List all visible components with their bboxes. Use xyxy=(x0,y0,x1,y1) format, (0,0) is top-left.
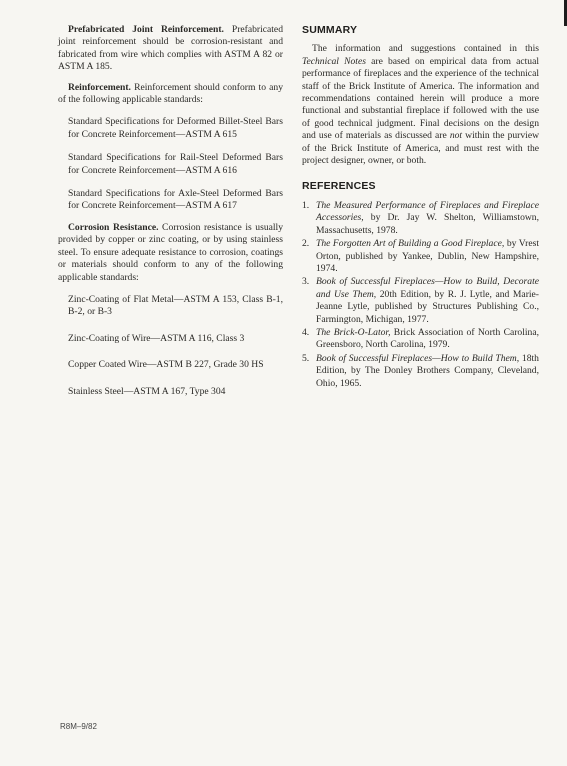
reference-details: 18th Edition, by The Donley Brothers Company, Cleveland, Ohio, 1965. xyxy=(316,352,539,389)
coating-item: Copper Coated Wire—ASTM B 227, Grade 30 HS xyxy=(68,359,264,371)
reference-item xyxy=(302,276,539,326)
reference-details: by Vrest Orton, published by Yankee, Dublin, New Hampshire, 1974. xyxy=(316,238,539,274)
prefab-joint-paragraph xyxy=(58,24,283,74)
standard-item: Standard Specifications for Deformed Billet-Steel Bars for Concrete Reinforcement—ASTM A 615 xyxy=(68,116,283,140)
summary-intro: The information and suggestions contained in this xyxy=(312,43,539,55)
summary-body-2: within the purview of the Brick Institute of America, and must rest with the project designer, owner, or both. xyxy=(302,130,540,167)
document-code-footer: R8M–9/82 xyxy=(60,722,97,731)
reference-number: 5. xyxy=(302,352,310,364)
reference-title: Book of Successful Fireplaces—How to Build, Decorate and Use Them, xyxy=(316,276,539,300)
reference-item xyxy=(302,238,539,275)
reference-number: 2. xyxy=(302,238,310,250)
summary-emphasis-not: not xyxy=(449,130,463,142)
corrosion-heading: Corrosion Resistance. xyxy=(68,221,159,233)
coating-item: Zinc-Coating of Flat Metal—ASTM A 153, Class B-1, B-2, or B-3 xyxy=(68,293,283,318)
right-column xyxy=(302,24,539,391)
reference-details: by Dr. Jay W. Shelton, Williamstown, Massachusetts, 1978. xyxy=(316,212,539,236)
standard-item: Standard Specifications for Rail-Steel Deformed Bars for Concrete Reinforcement—ASTM A 616 xyxy=(68,152,283,176)
prefab-joint-heading: Prefabricated Joint Reinforcement. xyxy=(68,24,224,35)
reinforcement-paragraph xyxy=(58,82,283,107)
summary-body-1: are based on empirical data from actual performance of fireplaces and the experience of the technical staff of the Brick Institute of America. The information and recommendations contained herein will produce a more functional and substantial fireplace if followed with the use of good technical judgment. Final decisions on the design and use of materials as discussed are xyxy=(302,55,539,142)
reference-details: Brick Association of North Carolina, Greensboro, North Carolina, 1979. xyxy=(316,326,540,351)
corrosion-paragraph xyxy=(58,222,283,284)
reference-item xyxy=(302,353,539,390)
reinforcement-heading: Reinforcement. xyxy=(68,81,131,93)
corrosion-text: Corrosion resistance is usually provided by copper or zinc coating, or by using stainless steel. To ensure adequate resistance to corrosion, coatings or materials should conform to any of the following applicable standards: xyxy=(58,221,284,283)
standard-item: Standard Specifications for Axle-Steel Deformed Bars for Concrete Reinforcement—ASTM A 617 xyxy=(68,188,283,212)
reference-details: 20th Edition, by R. J. Lytle, and Marie-Jeanne Lytle, published by Structures Publishing Co., Farmington, Michigan, 1977. xyxy=(316,288,540,325)
reference-title: Book of Successful Fireplaces—How to Build Them, xyxy=(316,352,520,364)
reinforcement-text: Reinforcement should conform to any of the following applicable standards: xyxy=(58,81,283,106)
reference-number: 1. xyxy=(302,199,310,211)
reference-title: The Measured Performance of Fireplaces and Fireplace Accessories, xyxy=(316,199,539,224)
summary-paragraph xyxy=(302,43,539,167)
references-list xyxy=(302,200,539,390)
coating-list xyxy=(58,294,283,398)
reference-number: 4. xyxy=(302,326,310,338)
left-column xyxy=(58,24,283,398)
references-heading: REFERENCES xyxy=(302,180,376,193)
reference-title: The Brick-O-Lator, xyxy=(316,326,391,338)
coating-item: Zinc-Coating of Wire—ASTM A 116, Class 3 xyxy=(68,332,245,344)
summary-heading: SUMMARY xyxy=(302,24,358,36)
summary-publication-name: Technical Notes xyxy=(302,55,366,67)
prefab-joint-text: Prefabricated joint reinforcement should be corrosion-resistant and fabricated from wire which complies with ASTM A 82 or ASTM A 185. xyxy=(58,24,283,73)
reference-title: The Forgotten Art of Building a Good Fireplace, xyxy=(316,238,505,250)
reference-item xyxy=(302,200,539,237)
reference-number: 3. xyxy=(302,276,310,288)
coating-item: Stainless Steel—ASTM A 167, Type 304 xyxy=(68,385,226,397)
reference-item xyxy=(302,327,539,352)
